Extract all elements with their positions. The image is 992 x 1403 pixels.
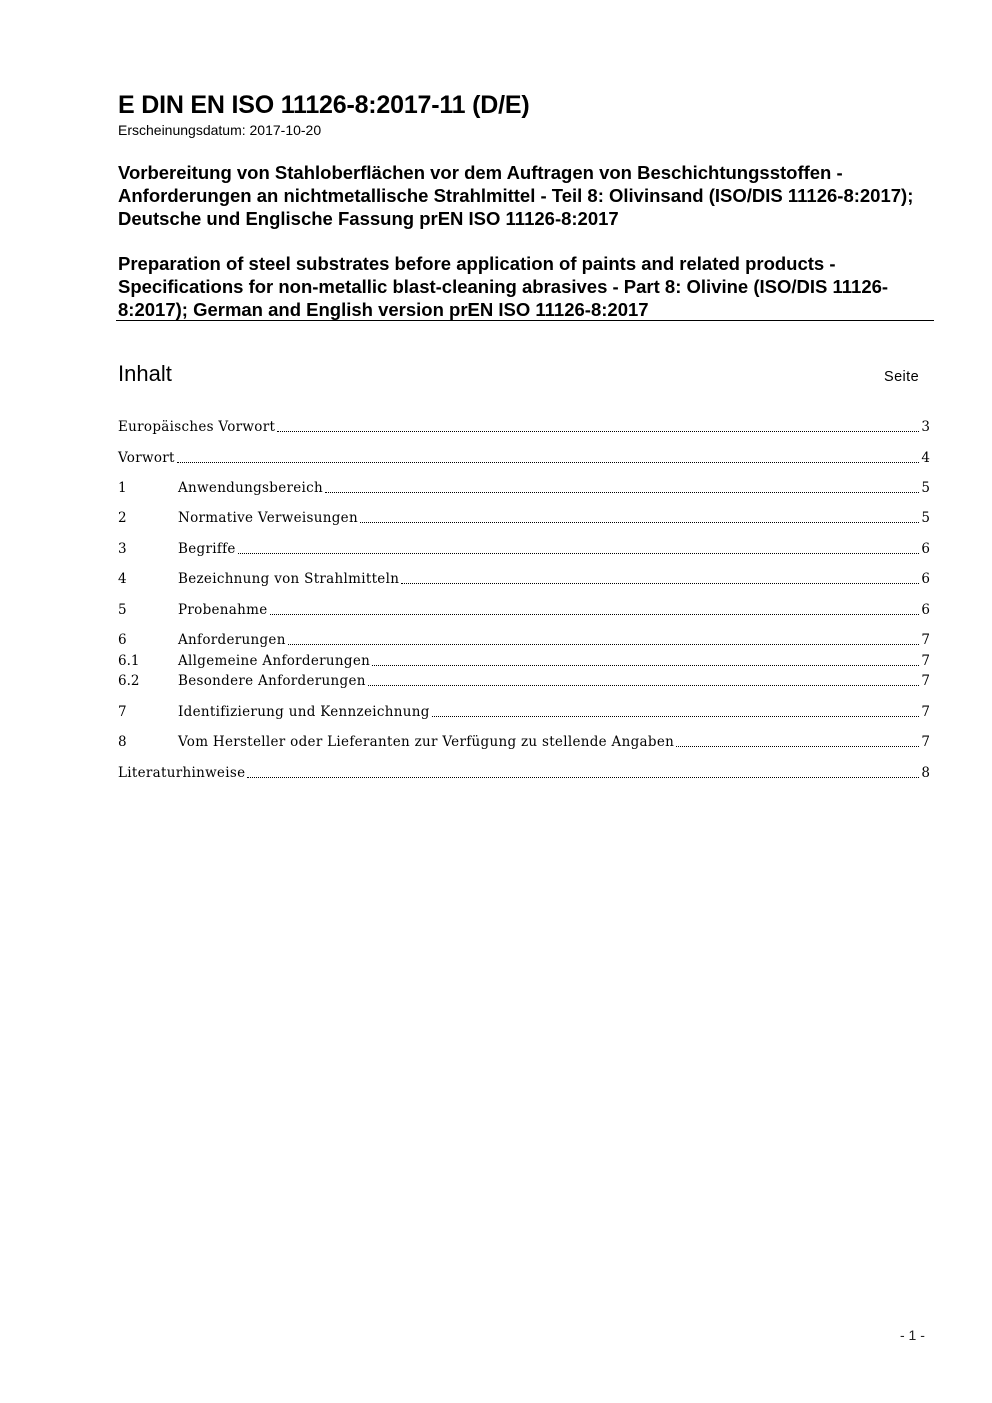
toc-entry[interactable]: [118, 702, 930, 722]
toc-entry[interactable]: [118, 539, 930, 559]
toc-entry[interactable]: [118, 671, 930, 691]
toc-entry-page: 7: [921, 673, 930, 689]
title-german: Vorbereitung von Stahloberflächen vor dem Auftragen von Beschichtungsstoffen - Anforderungen an nichtmetallische Strahlmittel - Teil 8: Olivinsand (ISO/DIS 11126-8:2017); Deutsche und Englische Fassung prEN ISO 11126-8:2017: [118, 162, 914, 229]
toc-entry[interactable]: [118, 732, 930, 752]
toc-entry-title: Identifizierung und Kennzeichnung: [178, 704, 430, 720]
toc-entry-page: 6: [921, 571, 930, 587]
toc-entry-title: Anwendungsbereich: [178, 480, 324, 496]
toc-entry-page: 4: [921, 450, 930, 466]
toc-entry[interactable]: [118, 600, 930, 620]
toc-entry-title: Vom Hersteller oder Lieferanten zur Verfügung zu stellende Angaben: [178, 734, 675, 750]
toc-dot-leader: [676, 746, 919, 747]
publication-date: Erscheinungsdatum: 2017-10-20: [118, 122, 322, 138]
toc-entry-title: Vorwort: [118, 450, 175, 466]
toc-dot-leader: [277, 431, 919, 432]
toc-dot-leader: [368, 685, 920, 686]
toc-entry-page: 7: [921, 653, 930, 669]
toc-entry-page: 6: [921, 541, 930, 557]
toc-entry-page: 7: [921, 734, 930, 750]
toc-entry-number: 1: [118, 480, 127, 496]
toc-entry[interactable]: [118, 417, 930, 437]
toc-entry-number: 6: [118, 632, 127, 648]
toc-dot-leader: [177, 462, 920, 463]
toc-dot-leader: [270, 614, 920, 615]
toc-entry-number: 3: [118, 541, 127, 557]
toc-heading: Inhalt: [118, 361, 172, 386]
toc-entry[interactable]: [118, 763, 930, 783]
toc-entry[interactable]: [118, 508, 930, 528]
toc-entry-page: 6: [921, 602, 930, 618]
toc-entry-page: 7: [921, 632, 930, 648]
toc-entry-number: 6.1: [118, 653, 140, 669]
toc-entry[interactable]: [118, 478, 930, 498]
toc-entry-title: Probenahme: [178, 602, 268, 618]
toc-entry-number: 2: [118, 510, 127, 526]
toc-page-column-label: Seite: [884, 369, 920, 385]
toc-entry-page: 3: [921, 419, 930, 435]
toc-entry-title: Literaturhinweise: [118, 765, 246, 781]
toc-entry-number: 7: [118, 704, 127, 720]
title-english: Preparation of steel substrates before application of paints and related products - Specifications for non-metallic blast-cleaning abrasives - Part 8: Olivine (ISO/DIS 11126-8:2017); German and English version prEN ISO 11126-8:2017: [118, 253, 889, 320]
toc-entry[interactable]: [118, 569, 930, 589]
toc-entry-page: 7: [921, 704, 930, 720]
toc-dot-leader: [360, 522, 919, 523]
page-number: - 1 -: [900, 1327, 925, 1343]
toc-entry-page: 5: [921, 510, 930, 526]
toc-dot-leader: [372, 665, 919, 666]
toc-dot-leader: [247, 777, 919, 778]
toc-entry-title: Bezeichnung von Strahlmitteln: [178, 571, 400, 587]
toc-entry-page: 5: [921, 480, 930, 496]
toc-entry-title: Besondere Anforderungen: [178, 673, 366, 689]
toc-dot-leader: [238, 553, 920, 554]
toc-entry[interactable]: [118, 651, 930, 671]
toc-dot-leader: [401, 583, 919, 584]
toc-entry[interactable]: [118, 448, 930, 468]
toc-dot-leader: [325, 492, 919, 493]
toc-entry-title: Allgemeine Anforderungen: [178, 653, 371, 669]
toc-entry-number: 5: [118, 602, 127, 618]
toc-entry-title: Anforderungen: [178, 632, 286, 648]
toc-entry-number: 8: [118, 734, 127, 750]
toc-dot-leader: [432, 716, 920, 717]
document-id: E DIN EN ISO 11126-8:2017-11 (D/E): [118, 91, 530, 119]
title-divider: [116, 320, 934, 321]
toc-entry-title: Normative Verweisungen: [178, 510, 358, 526]
toc-entry-page: 8: [921, 765, 930, 781]
toc-entry-title: Begriffe: [178, 541, 236, 557]
toc-entry-number: 6.2: [118, 673, 140, 689]
toc-entry-title: Europäisches Vorwort: [118, 419, 276, 435]
toc-entry-number: 4: [118, 571, 127, 587]
toc-entry[interactable]: [118, 630, 930, 650]
toc-dot-leader: [288, 644, 920, 645]
